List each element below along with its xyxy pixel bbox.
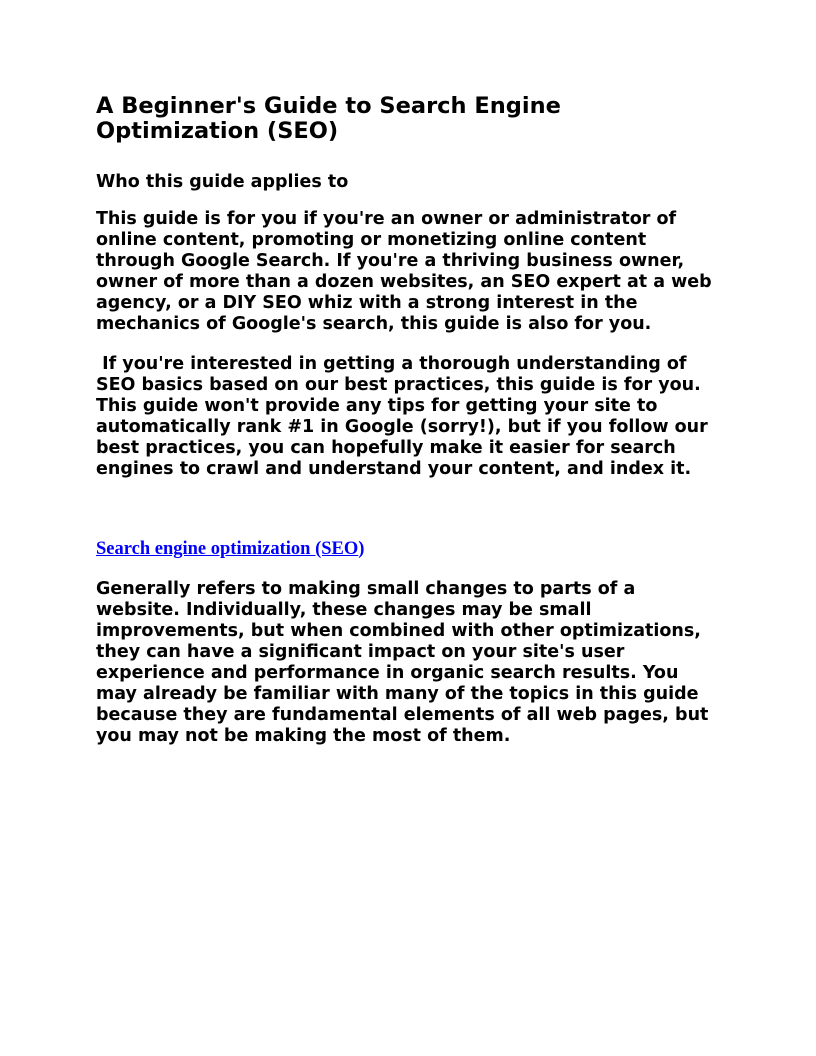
paragraph-seo-definition: Generally refers to making small changes to parts of a website. Individually, these changes may be small improvements, but when combined with other optimizations, they can have a significant impact on your site's user experience and performance in organic search results. You may already be familiar with many of the topics in this guide because they are fundamental elements of all web pages, but you may not be making the most of them. <box>96 579 715 746</box>
seo-definition-link-suffix: ) <box>358 539 365 559</box>
page-title: A Beginner's Guide to Search Engine Optimization (SEO) <box>96 93 561 144</box>
link-paragraph <box>96 539 720 560</box>
seo-definition-link[interactable]: Search engine optimization (SEO <box>96 539 359 559</box>
paragraph-who-applies: This guide is for you if you're an owner or administrator of online content, promoting or monetizing online content through Google Search. If you're a thriving business owner, owner of more than a dozen websites, an SEO expert at a web agency, or a DIY SEO whiz with a strong interest in the mechanics of Google's search, this guide is also for you. <box>96 209 718 334</box>
section-heading: Who this guide applies to <box>96 172 349 192</box>
empty-paragraph <box>96 499 720 520</box>
paragraph-seo-basics: If you're interested in getting a thorough understanding of SEO basics based on our best practices, this guide is for you. This guide won't provide any tips for getting your site to automatically rank #1 in Google (sorry!), but if you follow our best practices, you can hopefully make it easier for search engines to crawl and understand your content, and index it. <box>96 354 714 479</box>
